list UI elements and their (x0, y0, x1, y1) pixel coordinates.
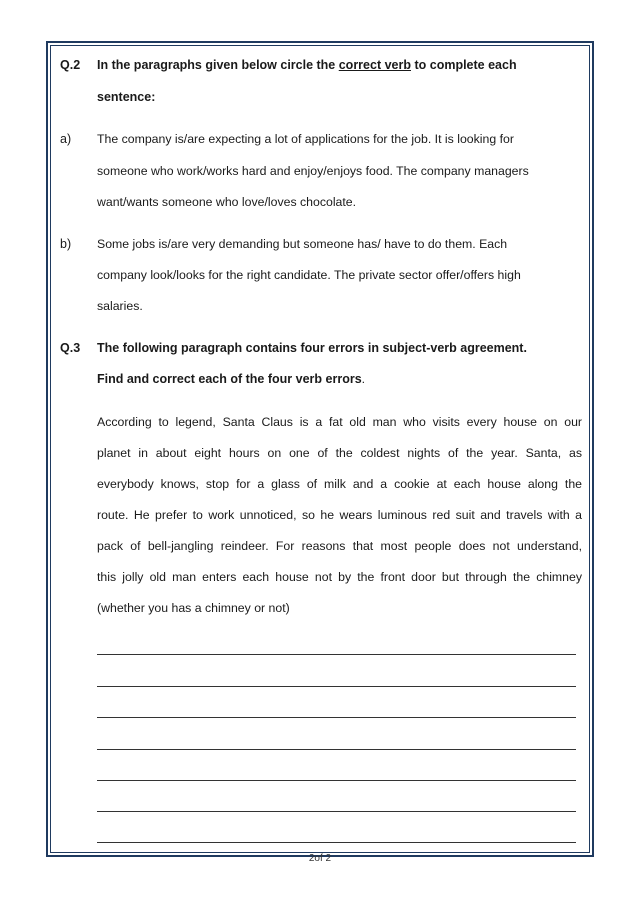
part-a-line-3: want/wants someone who love/loves chocolate. (97, 195, 357, 209)
part-b-line-2: company look/looks for the right candidate. The private sector offer/offers high (97, 268, 521, 282)
page-number: 2of 2 (308, 853, 332, 864)
q2-title-underlined: correct verb (338, 58, 411, 72)
q3-title-line2-end: . (361, 372, 366, 386)
answer-line[interactable] (97, 717, 576, 718)
answer-line[interactable] (97, 811, 576, 812)
part-b-line-3: salaries. (97, 299, 143, 313)
q3-paragraph-line-6: this jolly old man enters each house not by the front door but through the chimney (97, 570, 582, 584)
part-b-label: b) (60, 237, 72, 251)
q2-title (97, 58, 582, 72)
q3-paragraph-line-7: (whether you has a chimney or not) (97, 601, 290, 615)
q3-paragraph-line-5: pack of bell-jangling reindeer. For reasons that most people does not understand, (97, 539, 582, 553)
q3-paragraph-line-2: planet in about eight hours on one of the coldest nights of the year. Santa, as (97, 446, 582, 460)
part-a-line-1: The company is/are expecting a lot of applications for the job. It is looking for (97, 132, 514, 146)
part-a-label: a) (60, 132, 72, 146)
q3-title-line2 (97, 372, 582, 386)
q2-number: Q.2 (60, 58, 81, 72)
answer-line[interactable] (97, 749, 576, 750)
part-a-line-2: someone who work/works hard and enjoy/enjoys food. The company managers (97, 164, 529, 178)
q2-title-line2: sentence: (97, 90, 156, 104)
q3-paragraph-line-4: route. He prefer to work unnoticed, so he wears luminous red suit and travels with a (97, 508, 582, 522)
q3-title-line1: The following paragraph contains four errors in subject-verb agreement. (97, 341, 527, 355)
q3-paragraph-line-3: everybody knows, stop for a glass of milk and a cookie at each house along the (97, 477, 582, 491)
answer-line[interactable] (97, 686, 576, 687)
answer-line[interactable] (97, 654, 576, 655)
q2-title-start: In the paragraphs given below circle the (97, 58, 339, 72)
q3-paragraph-line-1: According to legend, Santa Claus is a fat old man who visits every house on our (97, 415, 582, 429)
q2-title-end: to complete each (411, 58, 517, 72)
q3-title-line2-bold: Find and correct each of the four verb errors (97, 372, 362, 386)
q3-number: Q.3 (60, 341, 81, 355)
answer-line[interactable] (97, 780, 576, 781)
answer-line[interactable] (97, 842, 576, 843)
part-b-line-1: Some jobs is/are very demanding but someone has/ have to do them. Each (97, 237, 508, 251)
